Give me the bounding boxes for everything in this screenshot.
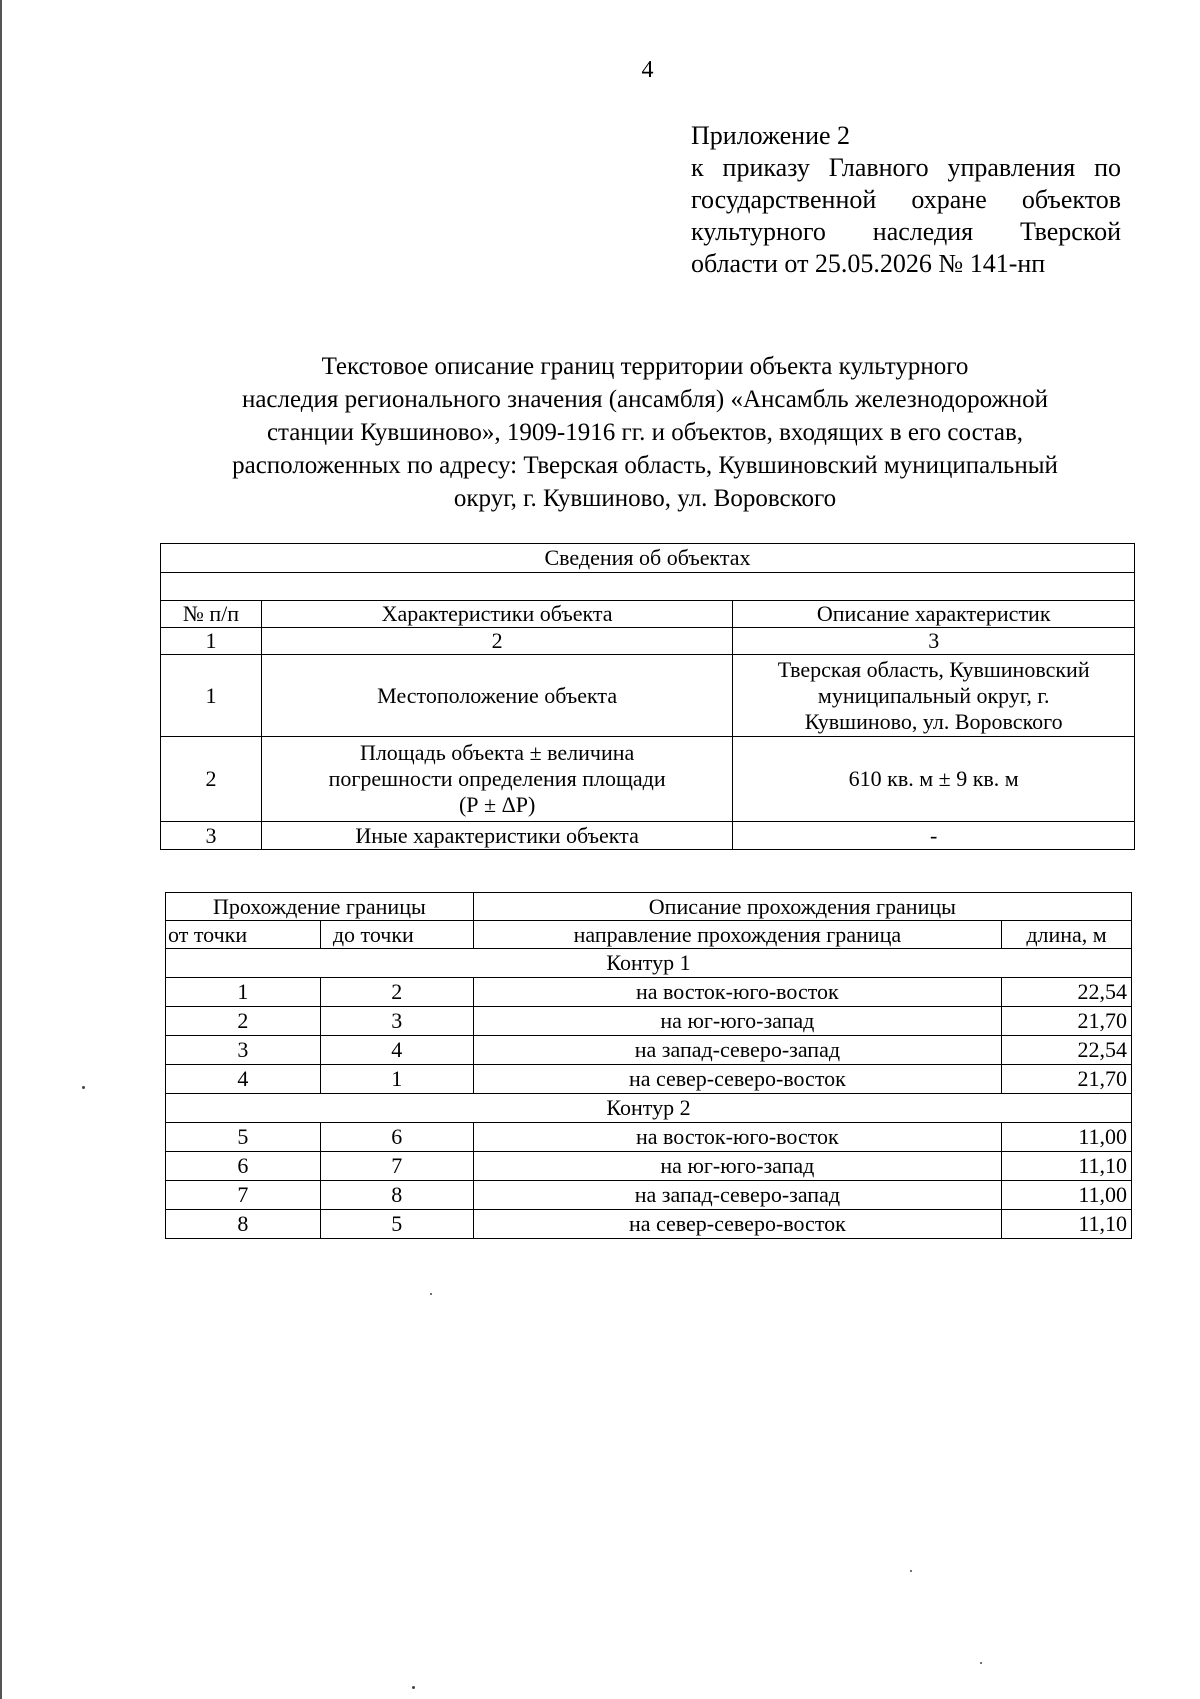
length: 22,54 — [1002, 978, 1132, 1007]
to-point: 8 — [320, 1181, 473, 1210]
header-cell: Описание характеристик — [733, 601, 1135, 628]
scan-speck — [412, 1686, 415, 1689]
from-point: 7 — [166, 1181, 321, 1210]
contour-label: Контур 1 — [166, 949, 1132, 978]
characteristic-value — [733, 737, 1135, 822]
direction: на запад-северо-запад — [473, 1181, 1001, 1210]
table-row — [166, 1036, 1132, 1065]
header-cell: Прохождение границы — [166, 893, 474, 921]
table-row — [166, 1123, 1132, 1152]
text-line: 610 кв. м ± 9 кв. м — [848, 766, 1019, 791]
characteristic-name — [261, 655, 733, 737]
to-point: 2 — [320, 978, 473, 1007]
contour-row — [166, 1094, 1132, 1123]
text-line: Тверская область, Кувшиновский — [777, 656, 1090, 682]
boundary-table — [165, 892, 1132, 1239]
appendix-line: культурного наследия Тверской — [691, 217, 1121, 246]
column-number-cell: 1 — [161, 628, 262, 655]
text-line: Площадь объекта ± величина — [359, 740, 635, 765]
scan-speck — [430, 1293, 432, 1295]
title-line: наследия регионального значения (ансамбля) «Ансамбль железнодорожной — [241, 386, 1049, 413]
contour-row — [166, 949, 1132, 978]
table-row — [166, 1181, 1132, 1210]
to-point: 7 — [320, 1152, 473, 1181]
length: 22,54 — [1002, 1036, 1132, 1065]
appendix-line: области от 25.05.2026 № 141-нп — [691, 249, 1046, 278]
length: 11,00 — [1002, 1181, 1132, 1210]
contour-label: Контур 2 — [166, 1094, 1132, 1123]
text-line: - — [930, 822, 938, 848]
objects-table-caption: Сведения об объектах — [161, 544, 1135, 573]
table-row — [161, 655, 1135, 737]
title-line: расположенных по адресу: Тверская область, Кувшиновский муниципальный — [232, 452, 1058, 479]
page-number: 4 — [641, 57, 654, 83]
title-line: станции Кувшиново», 1909-1916 гг. и объектов, входящих в его состав, — [266, 419, 1024, 446]
column-number-cell: 3 — [733, 628, 1135, 655]
table-row — [166, 1065, 1132, 1094]
characteristic-value — [733, 655, 1135, 737]
scan-speck — [82, 1086, 85, 1089]
table-row — [161, 822, 1135, 850]
length: 11,10 — [1002, 1210, 1132, 1239]
from-point: 2 — [166, 1007, 321, 1036]
to-point: 6 — [320, 1123, 473, 1152]
from-point: 4 — [166, 1065, 321, 1094]
table-row — [166, 1007, 1132, 1036]
table-spacer-row — [161, 573, 1135, 601]
to-point: 4 — [320, 1036, 473, 1065]
scan-speck — [910, 1570, 912, 1572]
characteristic-name — [261, 822, 733, 850]
table-row — [166, 978, 1132, 1007]
direction: на юг-юго-запад — [473, 1152, 1001, 1181]
table-subheader-row — [166, 921, 1132, 949]
appendix-line: к приказу Главного управления по — [691, 153, 1121, 182]
characteristic-value — [733, 822, 1135, 850]
empty-cell — [161, 573, 1135, 601]
length: 11,10 — [1002, 1152, 1132, 1181]
objects-table — [160, 543, 1135, 850]
title-line: Текстовое описание границ территории объекта культурного — [321, 353, 969, 380]
column-number-cell: 2 — [261, 628, 733, 655]
table-row — [166, 1210, 1132, 1239]
row-number: 2 — [161, 737, 262, 822]
to-point: 5 — [320, 1210, 473, 1239]
direction: на север-северо-восток — [473, 1065, 1001, 1094]
length: 21,70 — [1002, 1065, 1132, 1094]
text-line: Местоположение объекта — [377, 682, 618, 708]
from-point: 1 — [166, 978, 321, 1007]
scan-speck — [980, 1662, 982, 1664]
direction: на север-северо-восток — [473, 1210, 1001, 1239]
column-number-row — [161, 628, 1135, 655]
title-line: округ, г. Кувшиново, ул. Воровского — [453, 485, 837, 512]
table-caption-row — [161, 544, 1135, 573]
subheader-cell: длина, м — [1002, 921, 1132, 949]
document-title — [160, 350, 1130, 515]
subheader-cell: от точки — [166, 921, 321, 949]
length: 21,70 — [1002, 1007, 1132, 1036]
length: 11,00 — [1002, 1123, 1132, 1152]
header-cell: Характеристики объекта — [261, 601, 733, 628]
direction: на юг-юго-запад — [473, 1007, 1001, 1036]
from-point: 5 — [166, 1123, 321, 1152]
appendix-line: Приложение 2 — [691, 121, 851, 150]
appendix-block — [691, 120, 1121, 280]
direction: на восток-юго-восток — [473, 1123, 1001, 1152]
text-line: Кувшиново, ул. Воровского — [804, 708, 1063, 734]
table-row — [166, 1152, 1132, 1181]
to-point: 1 — [320, 1065, 473, 1094]
to-point: 3 — [320, 1007, 473, 1036]
text-line: погрешности определения площади — [328, 766, 666, 791]
characteristic-name — [261, 737, 733, 822]
from-point: 8 — [166, 1210, 321, 1239]
table-header-row — [161, 601, 1135, 628]
subheader-cell: направление прохождения граница — [473, 921, 1001, 949]
from-point: 6 — [166, 1152, 321, 1181]
row-number: 3 — [161, 822, 262, 850]
text-line: муниципальный округ, г. — [817, 682, 1050, 708]
appendix-line: государственной охране объектов — [691, 185, 1121, 214]
subheader-cell: до точки — [320, 921, 473, 949]
header-cell: Описание прохождения границы — [473, 893, 1131, 921]
text-line: Иные характеристики объекта — [355, 822, 639, 848]
direction: на запад-северо-запад — [473, 1036, 1001, 1065]
text-line: (Р ± ΔР) — [458, 792, 536, 817]
table-row — [161, 737, 1135, 822]
header-cell: № п/п — [161, 601, 262, 628]
page-edge — [0, 0, 2, 1699]
from-point: 3 — [166, 1036, 321, 1065]
table-header-row — [166, 893, 1132, 921]
row-number: 1 — [161, 655, 262, 737]
direction: на восток-юго-восток — [473, 978, 1001, 1007]
